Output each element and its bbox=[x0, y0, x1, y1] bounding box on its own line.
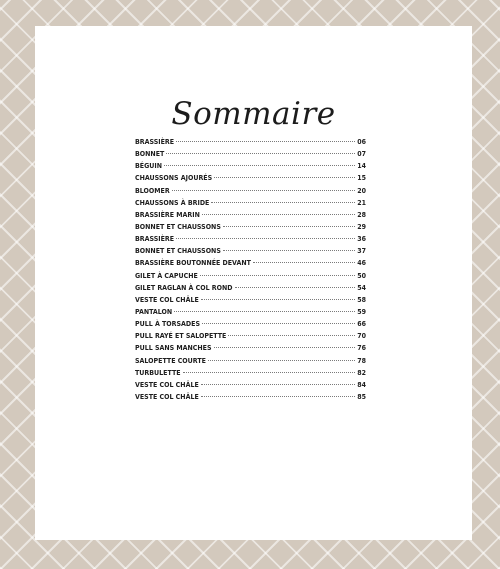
toc-leader-dots bbox=[214, 177, 355, 178]
toc-entry-label: PANTALON bbox=[135, 307, 173, 316]
toc-entry-page-number: 37 bbox=[357, 247, 366, 256]
toc-entry-label: SALOPETTE COURTE bbox=[135, 356, 206, 365]
toc-entry-label: CHAUSSONS À BRIDE bbox=[135, 198, 210, 207]
toc-entry-page-number: 84 bbox=[357, 380, 366, 389]
toc-entry-label: VESTE COL CHÂLE bbox=[135, 295, 199, 304]
toc-leader-dots bbox=[201, 396, 355, 397]
toc-entry-label: BRASSIÈRE bbox=[135, 138, 175, 146]
toc-entry-page-number: 28 bbox=[357, 210, 366, 219]
toc-entry-page-number: 54 bbox=[357, 283, 366, 292]
toc-entry-page-number: 15 bbox=[357, 174, 366, 183]
toc-entry-page-number: 36 bbox=[357, 235, 366, 244]
toc-entry[interactable] bbox=[135, 162, 366, 174]
toc-leader-dots bbox=[164, 165, 355, 166]
toc-entry-page-number: 76 bbox=[357, 344, 366, 353]
toc-entry-page-number: 66 bbox=[357, 320, 366, 329]
toc-entry[interactable] bbox=[135, 138, 366, 150]
toc-entry[interactable] bbox=[135, 284, 366, 296]
toc-entry-page-number: 59 bbox=[357, 307, 366, 316]
toc-leader-dots bbox=[202, 323, 355, 324]
toc-entry[interactable] bbox=[135, 187, 366, 199]
toc-entry-page-number: 50 bbox=[357, 271, 366, 280]
toc-entry[interactable] bbox=[135, 211, 366, 223]
toc-entry-label: BRASSIÈRE bbox=[135, 235, 175, 244]
toc-entry[interactable] bbox=[135, 247, 366, 259]
toc-entry[interactable] bbox=[135, 223, 366, 235]
toc-leader-dots bbox=[183, 372, 356, 373]
toc-entry-page-number: 46 bbox=[357, 259, 366, 268]
toc-entry[interactable] bbox=[135, 381, 366, 393]
toc-entry-label: PULL SANS MANCHES bbox=[135, 344, 212, 353]
toc-entry[interactable] bbox=[135, 150, 366, 162]
toc-leader-dots bbox=[201, 299, 355, 300]
toc-leader-dots bbox=[214, 347, 356, 348]
toc-entry-label: VESTE COL CHÂLE bbox=[135, 392, 199, 401]
toc-leader-dots bbox=[235, 287, 356, 288]
toc-entry-page-number: 20 bbox=[357, 186, 366, 195]
toc-entry-page-number: 70 bbox=[357, 332, 366, 341]
toc-entry[interactable] bbox=[135, 235, 366, 247]
toc-entry[interactable] bbox=[135, 199, 366, 211]
toc-entry-page-number: 07 bbox=[357, 150, 366, 159]
toc-entry[interactable] bbox=[135, 344, 366, 356]
toc-entry-page-number: 14 bbox=[357, 162, 366, 171]
toc-entry-label: TURBULETTE bbox=[135, 368, 181, 377]
toc-entry-label: BRASSIÈRE MARIN bbox=[135, 210, 200, 219]
toc-entry[interactable] bbox=[135, 308, 366, 320]
toc-entry-label: BONNET bbox=[135, 150, 165, 159]
toc-entry[interactable] bbox=[135, 272, 366, 284]
toc-leader-dots bbox=[200, 275, 355, 276]
toc-leader-dots bbox=[253, 262, 355, 263]
toc-entry-label: PULL À TORSADES bbox=[135, 320, 200, 329]
page bbox=[35, 26, 472, 540]
toc-entry-label: CHAUSSONS AJOURÉS bbox=[135, 174, 213, 183]
toc-leader-dots bbox=[202, 214, 355, 215]
toc-entry[interactable] bbox=[135, 369, 366, 381]
toc-entry-page-number: 78 bbox=[357, 356, 366, 365]
toc-leader-dots bbox=[172, 190, 356, 191]
toc-entry-label: BONNET ET CHAUSSONS bbox=[135, 247, 221, 256]
toc-entry[interactable] bbox=[135, 174, 366, 186]
toc-leader-dots bbox=[228, 335, 355, 336]
toc-entry-label: GILET RAGLAN À COL ROND bbox=[135, 283, 233, 292]
toc-entry-page-number: 82 bbox=[357, 368, 366, 377]
toc-entry[interactable] bbox=[135, 320, 366, 332]
toc-leader-dots bbox=[166, 153, 355, 154]
table-of-contents bbox=[135, 138, 366, 405]
toc-entry-page-number: 58 bbox=[357, 295, 366, 304]
toc-entry-page-number: 29 bbox=[357, 222, 366, 231]
toc-entry-label: BLOOMER bbox=[135, 186, 170, 195]
toc-entry[interactable] bbox=[135, 296, 366, 308]
toc-leader-dots bbox=[176, 141, 355, 142]
toc-entry-label: PULL RAYÉ ET SALOPETTE bbox=[135, 332, 227, 341]
toc-entry-page-number: 06 bbox=[357, 138, 366, 146]
toc-leader-dots bbox=[223, 250, 355, 251]
toc-entry-label: VESTE COL CHÂLE bbox=[135, 380, 199, 389]
toc-entry-label: BÉGUIN bbox=[135, 162, 162, 171]
toc-entry-label: BRASSIÈRE BOUTONNÉE DEVANT bbox=[135, 259, 251, 268]
toc-entry[interactable] bbox=[135, 332, 366, 344]
toc-entry-page-number: 21 bbox=[357, 198, 366, 207]
toc-leader-dots bbox=[201, 384, 355, 385]
toc-entry-page-number: 85 bbox=[357, 392, 366, 401]
toc-entry-label: GILET À CAPUCHE bbox=[135, 271, 198, 280]
toc-leader-dots bbox=[208, 360, 355, 361]
page-title: Sommaire bbox=[171, 96, 336, 132]
toc-leader-dots bbox=[223, 226, 355, 227]
toc-entry[interactable] bbox=[135, 393, 366, 405]
toc-entry-label: BONNET ET CHAUSSONS bbox=[135, 222, 221, 231]
toc-leader-dots bbox=[211, 202, 355, 203]
toc-entry[interactable] bbox=[135, 259, 366, 271]
toc-leader-dots bbox=[176, 238, 355, 239]
toc-leader-dots bbox=[174, 311, 355, 312]
toc-entry[interactable] bbox=[135, 357, 366, 369]
